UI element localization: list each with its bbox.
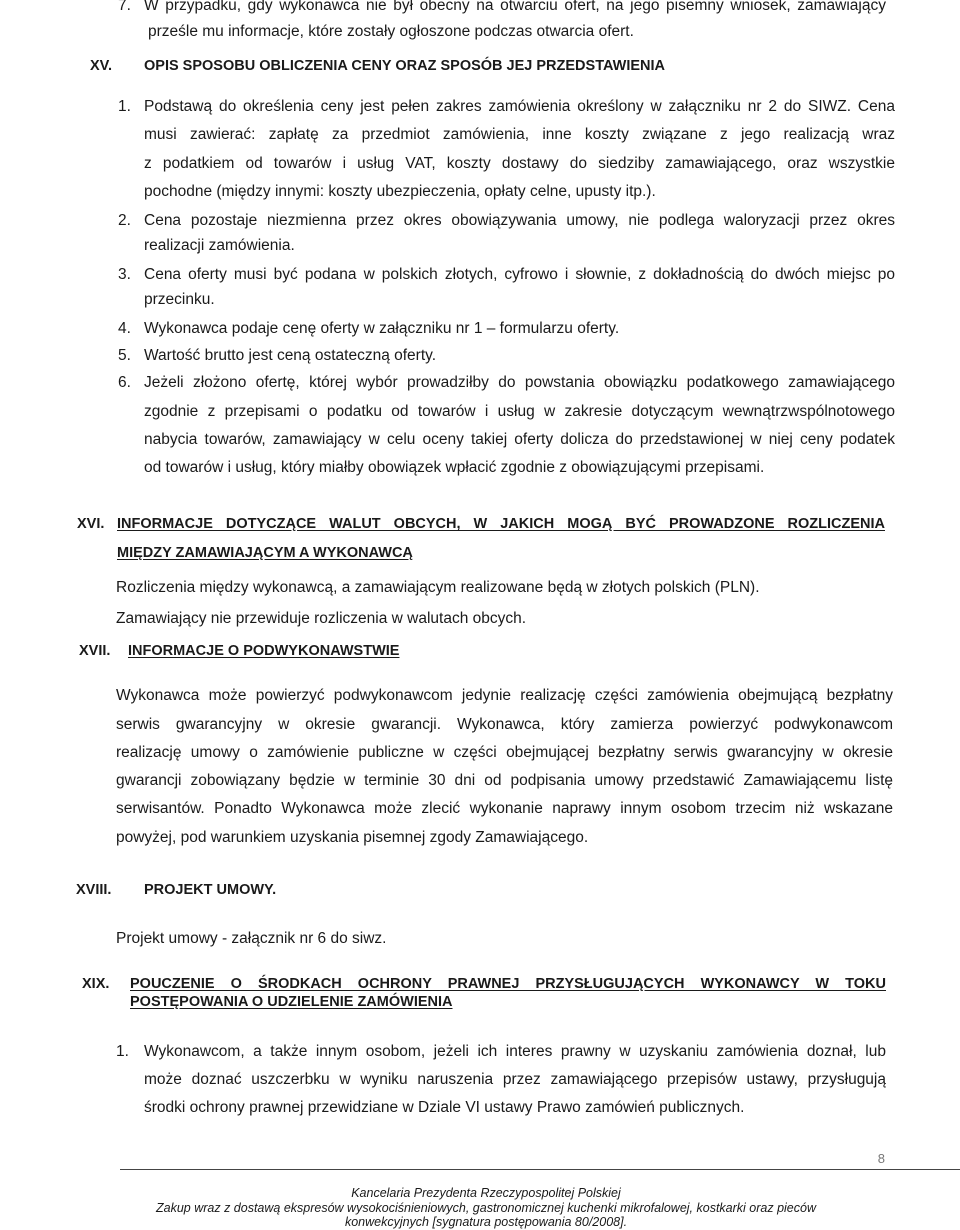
paragraph-line: gwarancji zobowiązany będzie w terminie 30 dni od podpisania umowy przedstawić Zamawiającemu listę <box>116 772 893 789</box>
footer-line: Zakup wraz z dostawą ekspresów wysokociśnieniowych, gastronomicznej kuchenki mikrofalowej, kostkarki oraz pieców <box>156 1201 816 1215</box>
paragraph-line: serwis gwarancyjny w okresie gwarancji. Wykonawca, który zamierza powierzyć podwykonawcom <box>116 716 893 733</box>
paragraph-line: Jeżeli złożono ofertę, której wybór prowadziłby do powstania obowiązku podatkowego zamawiającego <box>144 374 895 391</box>
paragraph-line: Wartość brutto jest ceną ostateczną oferty. <box>144 347 437 364</box>
paragraph-line: nabycia towarów, zamawiający w celu oceny takiej oferty dolicza do przedstawionej w niej ceny podatek <box>144 431 895 448</box>
paragraph-line: z podatkiem od towarów i usług VAT, koszty dostawy do siedziby zamawiającego, oraz wszystkie <box>144 155 895 172</box>
section-title: MIĘDZY ZAMAWIAJĄCYM A WYKONAWCĄ <box>117 545 413 561</box>
paragraph-line: musi zawierać: zapłatę za przedmiot zamówienia, inne koszty związane z jego realizacją wraz <box>144 126 895 143</box>
paragraph-line: Wykonawca może powierzyć podwykonawcom jedynie realizację części zamówienia obejmującą bezpłatny <box>116 687 893 704</box>
paragraph-line: Cena oferty musi być podana w polskich złotych, cyfrowo i słownie, z dokładnością do dwóch miejsc po <box>144 266 895 283</box>
paragraph-line: pochodne (między innymi: koszty ubezpieczenia, opłaty celne, upusty itp.). <box>144 183 656 200</box>
list-number: 2. <box>118 212 131 229</box>
section-number: XVII. <box>79 643 111 659</box>
section-number: XIX. <box>82 976 110 992</box>
section-number: XVIII. <box>76 882 112 898</box>
paragraph-line: Rozliczenia między wykonawcą, a zamawiającym realizowane będą w złotych polskich (PLN). <box>116 579 760 596</box>
list-number: 7. <box>118 0 131 14</box>
paragraph-line: Cena pozostaje niezmienna przez okres obowiązywania umowy, nie podlega waloryzacji przez okres <box>144 212 895 229</box>
section-number: XVI. <box>77 516 105 532</box>
paragraph-line: realizację umowy o zamówienie publiczne w części obejmującej bezpłatny serwis gwarancyjny w okresie <box>116 744 893 761</box>
section-number: XV. <box>90 58 113 74</box>
paragraph-line: Wykonawca podaje cenę oferty w załączniku nr 1 – formularzu oferty. <box>144 320 620 337</box>
footer-line: Kancelaria Prezydenta Rzeczypospolitej Polskiej <box>351 1186 621 1200</box>
section-title: POUCZENIE O ŚRODKACH OCHRONY PRAWNEJ PRZYSŁUGUJĄCYCH WYKONAWCY W TOKU <box>130 976 886 992</box>
paragraph-line: Projekt umowy - załącznik nr 6 do siwz. <box>116 930 387 947</box>
paragraph-line: od towarów i usług, który miałby obowiązek wpłacić zgodnie z obowiązującymi przepisami. <box>144 459 765 476</box>
paragraph-line: może doznać uszczerbku w wyniku naruszenia przez zamawiającego przepisów ustawy, przysługują <box>144 1071 886 1088</box>
paragraph-line: zgodnie z przepisami o podatku od towarów i usług w zakresie dotyczącym wewnątrzwspólnotowego <box>144 403 895 420</box>
list-number: 5. <box>118 347 131 364</box>
paragraph-line: Wykonawcom, a także innym osobom, jeżeli ich interes prawny w uzyskaniu zamówienia doznał, lub <box>144 1043 886 1060</box>
paragraph-line: środki ochrony prawnej przewidziane w Dziale VI ustawy Prawo zamówień publicznych. <box>144 1099 745 1116</box>
page-number: 8 <box>877 1151 885 1166</box>
paragraph-line: powyżej, pod warunkiem uzyskania pisemnej zgody Zamawiającego. <box>116 829 589 846</box>
paragraph-line: W przypadku, gdy wykonawca nie był obecny na otwarciu ofert, na jego pisemny wniosek, zamawiający <box>144 0 886 14</box>
section-title: INFORMACJE DOTYCZĄCE WALUT OBCYCH, W JAKICH MOGĄ BYĆ PROWADZONE ROZLICZENIA <box>117 516 885 532</box>
footer-divider <box>120 1169 960 1170</box>
section-title: INFORMACJE O PODWYKONAWSTWIE <box>128 643 400 659</box>
paragraph-line: przecinku. <box>144 291 215 308</box>
list-number: 1. <box>118 98 131 115</box>
section-title: POSTĘPOWANIA O UDZIELENIE ZAMÓWIENIA <box>130 994 453 1010</box>
section-title: OPIS SPOSOBU OBLICZENIA CENY ORAZ SPOSÓB JEJ PRZEDSTAWIENIA <box>144 58 666 74</box>
list-number: 4. <box>118 320 131 337</box>
list-number: 6. <box>118 374 131 391</box>
paragraph-line: realizacji zamówienia. <box>144 237 295 254</box>
paragraph-line: serwisantów. Ponadto Wykonawca może zlecić wykonanie naprawy innym osobom trzecim niż wskazane <box>116 800 893 817</box>
footer-line: konwekcyjnych [sygnatura postępowania 80/2008]. <box>344 1215 628 1229</box>
list-number: 3. <box>118 266 131 283</box>
paragraph-line: Podstawą do określenia ceny jest pełen zakres zamówienia określony w załączniku nr 2 do SIWZ. Cena <box>144 98 895 115</box>
paragraph-line: prześle mu informacje, które zostały ogłoszone podczas otwarcia ofert. <box>148 23 634 40</box>
list-number: 1. <box>116 1043 129 1060</box>
section-title: PROJEKT UMOWY. <box>144 882 277 898</box>
paragraph-line: Zamawiający nie przewiduje rozliczenia w walutach obcych. <box>116 610 527 627</box>
